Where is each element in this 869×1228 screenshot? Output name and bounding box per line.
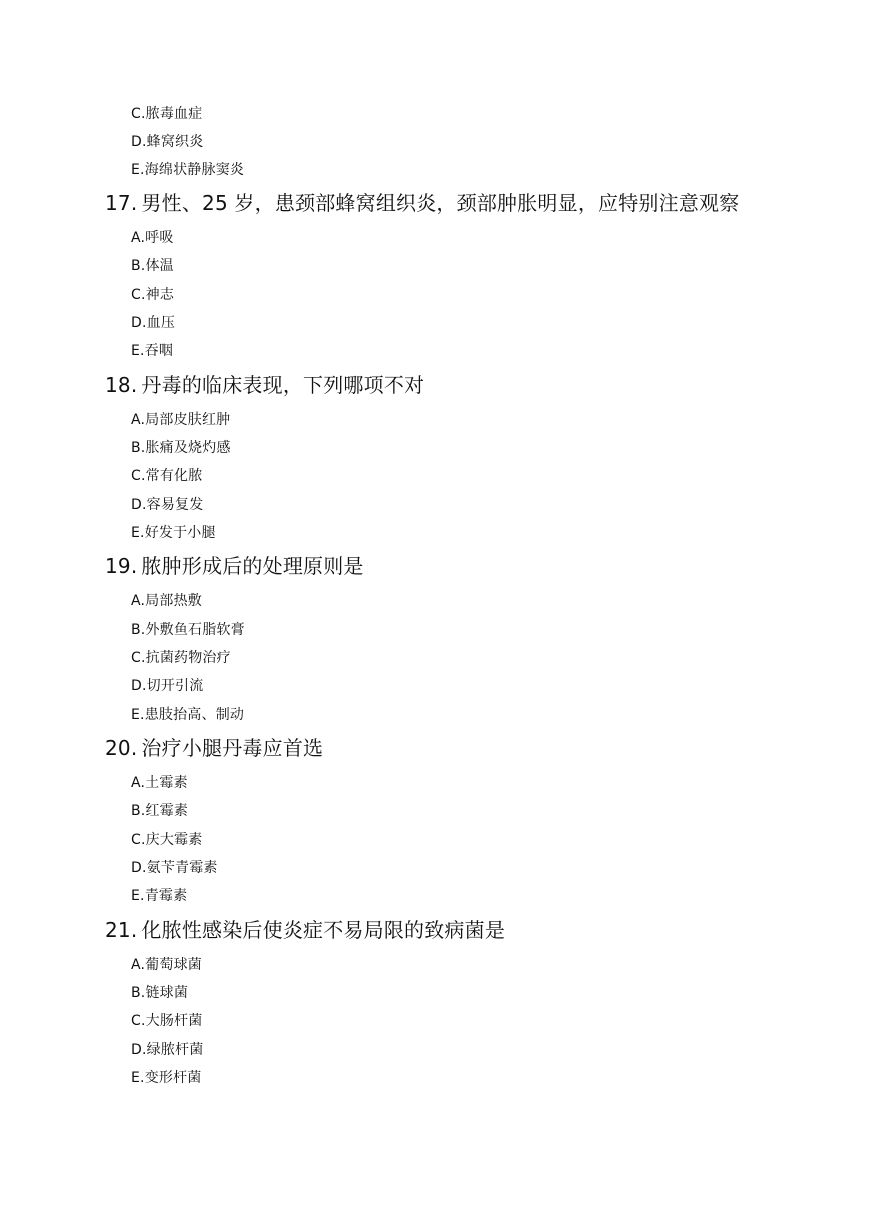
option-17-a: A.呼吸 — [131, 230, 174, 246]
option-18-b: B.胀痛及烧灼感 — [131, 440, 231, 456]
option-17-d: D.血压 — [131, 315, 176, 331]
question-number: 17. — [105, 191, 138, 215]
question-20 — [105, 735, 323, 761]
option-16-c: C.脓毒血症 — [131, 106, 203, 122]
option-18-c: C.常有化脓 — [131, 468, 203, 484]
option-17-c: C.神志 — [131, 287, 175, 303]
question-text: 治疗小腿丹毒应首选 — [141, 736, 324, 760]
question-text: 男性、25 岁，患颈部蜂窝组织炎，颈部肿胀明显，应特别注意观察 — [141, 191, 740, 215]
option-20-a: A.土霉素 — [131, 775, 188, 791]
option-19-d: D.切开引流 — [131, 678, 204, 694]
question-21 — [105, 917, 505, 943]
option-17-e: E.吞咽 — [131, 343, 174, 359]
option-19-e: E.患肢抬高、制动 — [131, 707, 245, 723]
option-18-e: E.好发于小腿 — [131, 525, 216, 541]
option-20-b: B.红霉素 — [131, 803, 189, 819]
option-17-b: B.体温 — [131, 258, 174, 274]
option-20-e: E.青霉素 — [131, 888, 188, 904]
option-19-c: C.抗菌药物治疗 — [131, 650, 231, 666]
question-text: 丹毒的临床表现，下列哪项不对 — [141, 373, 425, 397]
question-17 — [105, 190, 739, 216]
option-21-c: C.大肠杆菌 — [131, 1013, 203, 1029]
option-20-d: D.氨苄青霉素 — [131, 860, 218, 876]
option-18-a: A.局部皮肤红肿 — [131, 412, 231, 428]
question-text: 化脓性感染后使炎症不易局限的致病菌是 — [141, 918, 506, 942]
question-number: 20. — [105, 736, 138, 760]
option-21-d: D.绿脓杆菌 — [131, 1042, 204, 1058]
option-19-b: B.外敷鱼石脂软膏 — [131, 622, 245, 638]
option-20-c: C.庆大霉素 — [131, 832, 203, 848]
question-number: 21. — [105, 918, 138, 942]
question-18 — [105, 372, 424, 398]
question-19 — [105, 553, 364, 579]
question-number: 19. — [105, 554, 138, 578]
question-text: 脓肿形成后的处理原则是 — [141, 554, 364, 578]
option-21-b: B.链球菌 — [131, 985, 189, 1001]
option-21-e: E.变形杆菌 — [131, 1070, 202, 1086]
option-18-d: D.容易复发 — [131, 497, 204, 513]
option-16-e: E.海绵状静脉窦炎 — [131, 162, 245, 178]
option-21-a: A.葡萄球菌 — [131, 957, 202, 973]
question-number: 18. — [105, 373, 138, 397]
option-19-a: A.局部热敷 — [131, 593, 202, 609]
option-16-d: D.蜂窝织炎 — [131, 134, 204, 150]
